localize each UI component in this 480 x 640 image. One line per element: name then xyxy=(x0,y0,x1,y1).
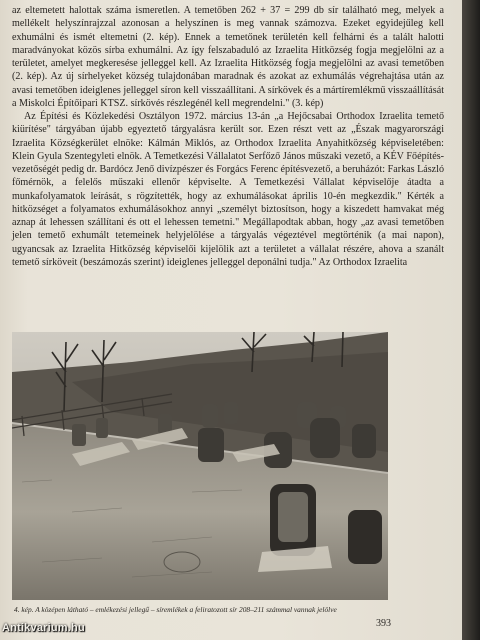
body-text xyxy=(12,4,444,269)
paragraph-2: Az Építési és Közlekedési Osztályon 1972. március 13-án „a Hejőcsabai Orthodox Izraelita temető kiürítése" tárgyában újabb egyeztető tárgyalásra került sor. Ezen részt vett az „Észak magyarországi Izraelita Községkerület elnöke: Kálmán Miklós, az Orthodox Izraelita Anyahitközség képviseletében: Klein Gyula Szentegyleti elnök. A Temetkezési Vállalatot Serfőző János műszaki vezető, a KÉV Főépítés-vezetőségét pedig dr. Bardócz Jenő divízpészer és Forgács Ferenc építésvezető, a beruházót: Farkas László főmérnök, a felelős műszaki ellenőr képviselte. A Temetkezési Vállalat képviselője átadta a munkafolyamatok leírását, s rögzítették, hogy az exhumálásokat április 10-én megkezdik." Kérték a hitközséget a folyamatos exhumálásokhoz annyi „személyt biztosítson, hogy a kiszedett hamvakat még aznap át lehessen szállítani és ott el lehessen temetni." Megállapodtak abban, hogy „az avasi temetőben jelen temető exhumált tetemeinek helyjelölése a tárgyalás végeztével megtörténik (a mai napon), ugyancsak az Izraelita Hitközség képviselői kijelölik azt a területet a vállalat részére, ahova a szanált temető sírköveit (beszámozás szerint) ideiglenes jelleggel deponálni tudja." Az Orthodox Izraelita xyxy=(12,111,444,268)
paragraph-1: az eltemetett halottak száma ismeretlen. A temetőben 262 + 37 = 299 db sír található meg, melyek a mellékelt helyszínrajzzal azonosan a helyszínen is meg vannak számozva. Ezeket egyidejűleg kell exhumálni és ismét eltemetni (2. kép). Ennek a temetőnek területén kell felhárni és a talált halotti maradványokat közös sírba exhumálni. Az így felszabaduló az Izraelita Hitközség fogja megjelölni az a területet, amelyet megkeresése jelleggel kell. Az Izraelita Hitközség fogja megjelölni az avasi temetőben (2. kép). Az új sírhelyeket község tulajdonában maradnak és azokat az exhumálás végrehajtása után az avasi temetőben ideiglenes jelleggel síron kell visszaállítani. A sírkövek és a mártíremlékmű visszaállítását a Miskolci Építőipari KTSZ. sírkövés részlegénél kell megrendelni." (3. kép) xyxy=(12,5,444,109)
watermark-logo: Antikvarium.hu xyxy=(2,622,85,634)
cemetery-photo xyxy=(12,332,388,600)
page-number: 393 xyxy=(376,618,391,629)
book-spine-shadow xyxy=(462,0,480,640)
figure-caption: 4. kép. A középen látható – emlékezési jellegű – síremlékek a feliratozott sír 208–211 számmal vannak jelölve xyxy=(14,605,337,614)
